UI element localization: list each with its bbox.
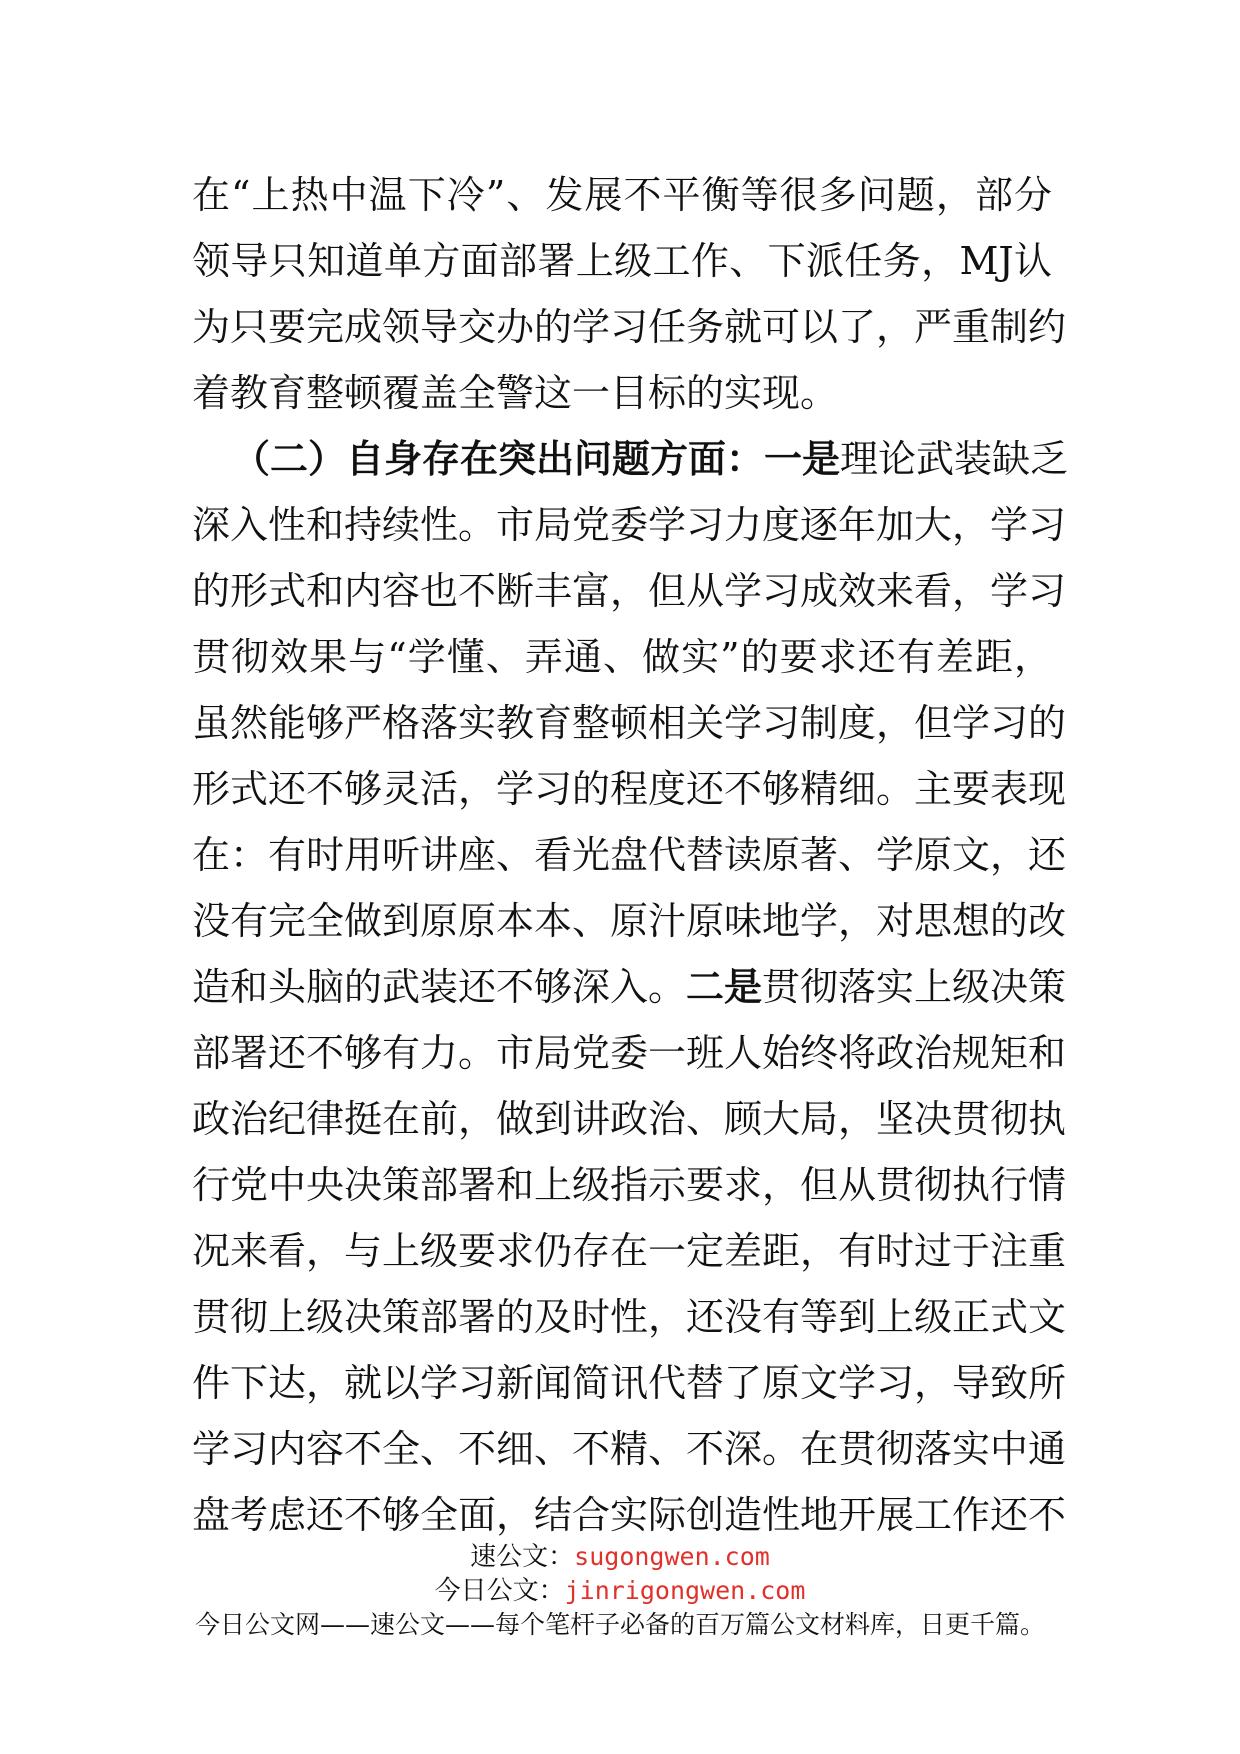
- section-heading-line: [192, 426, 1069, 492]
- point-one-text: 理论武装缺乏: [840, 437, 1069, 481]
- point-two-line: [192, 954, 1067, 1020]
- paragraph-line: 盘考虑还不够全面，结合实际创造性地开展工作还不: [192, 1493, 1067, 1537]
- point-one-marker: 一是: [764, 436, 841, 481]
- footer-tagline: 今日公文网——速公文——每个笔杆子必备的百万篇公文材料库，日更千篇。: [194, 1610, 1045, 1639]
- paragraph-line: 学习内容不全、不细、不精、不深。在贯彻落实中通: [192, 1427, 1067, 1471]
- paragraph-line: 况来看，与上级要求仍存在一定差距，有时过于注重: [192, 1229, 1067, 1273]
- paragraph-line: 贯彻效果与“学懂、弄通、做实”的要求还有差距，: [192, 635, 1052, 679]
- footer-line-jinrigongwen: [0, 1574, 1240, 1608]
- paragraph-line: 贯彻上级决策部署的及时性，还没有等到上级正式文: [192, 1295, 1067, 1339]
- paragraph-line: 为只要完成领导交办的学习任务就可以了，严重制约: [192, 305, 1067, 349]
- paragraph-line: 部署还不够有力。市局党委一班人始终将政治规矩和: [192, 1031, 1067, 1075]
- document-body: [192, 162, 1069, 1548]
- paragraph-line: 领导只知道单方面部署上级工作、下派任务，MJ认: [192, 239, 1052, 283]
- footer-label-sugongwen: 速公文：: [470, 1542, 575, 1572]
- line-before-point-two: 造和头脑的武装还不够深入。: [192, 965, 687, 1009]
- paragraph-line: 形式还不够灵活，学习的程度还不够精细。主要表现: [192, 767, 1067, 811]
- point-two-marker: 二是: [686, 964, 763, 1009]
- footer-label-jinrigongwen: 今日公文：: [434, 1576, 565, 1606]
- paragraph-line: 深入性和持续性。市局党委学习力度逐年加大，学习: [192, 503, 1067, 547]
- paragraph-line: 没有完全做到原原本本、原汁原味地学，对思想的改: [192, 899, 1067, 943]
- paragraph-line: 行党中央决策部署和上级指示要求，但从贯彻执行情: [192, 1163, 1067, 1207]
- paragraph-line: 在：有时用听讲座、看光盘代替读原著、学原文，还: [192, 833, 1067, 877]
- paragraph-line: 件下达，就以学习新闻简讯代替了原文学习，导致所: [192, 1361, 1067, 1405]
- paragraph-line: 的形式和内容也不断丰富，但从学习成效来看，学习: [192, 569, 1067, 613]
- paragraph-line: 在“上热中温下冷”、发展不平衡等很多问题，部分: [192, 173, 1052, 217]
- section-heading: （二）自身存在突出问题方面：: [232, 436, 765, 481]
- paragraph-line: 虽然能够严格落实教育整顿相关学习制度，但学习的: [192, 701, 1067, 745]
- footer-link-sugongwen[interactable]: sugongwen.com: [574, 1542, 770, 1571]
- footer-link-jinrigongwen[interactable]: jinrigongwen.com: [564, 1576, 806, 1605]
- paragraph-line: 着教育整顿覆盖全警这一目标的实现。: [192, 371, 839, 415]
- footer: [0, 1540, 1240, 1642]
- point-two-text: 贯彻落实上级决策: [762, 965, 1067, 1009]
- footer-line-sugongwen: [0, 1540, 1240, 1574]
- paragraph-line: 政治纪律挺在前，做到讲政治、顾大局，坚决贯彻执: [192, 1097, 1067, 1141]
